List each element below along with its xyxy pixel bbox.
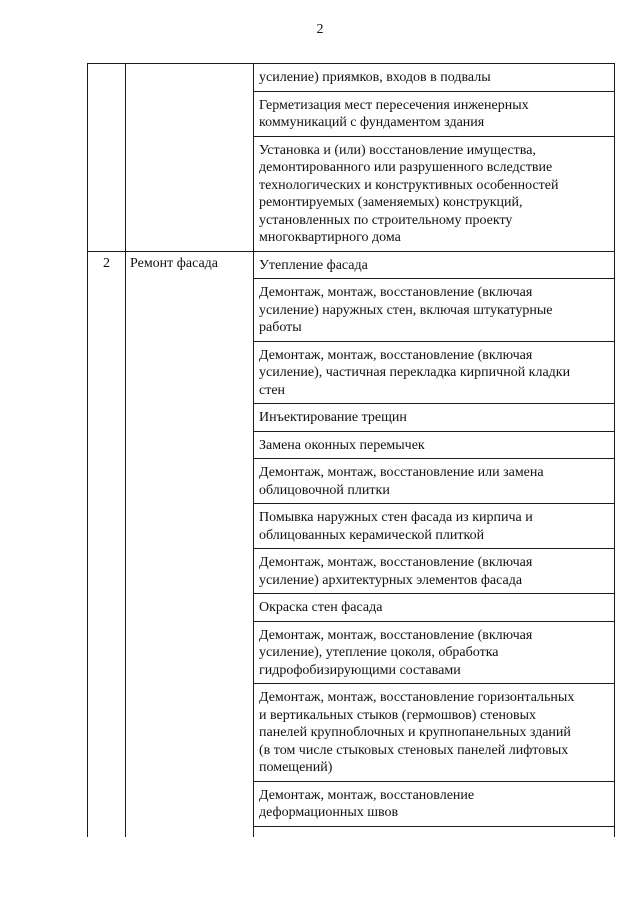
work-item-line: Демонтаж, монтаж, восстановление или замена bbox=[259, 465, 544, 480]
section-name-cell: Ремонт фасада bbox=[126, 251, 254, 837]
table-row bbox=[88, 64, 615, 92]
work-item-line: (в том числе стыковых стеновых панелей лифтовых bbox=[259, 742, 569, 758]
work-item-cell bbox=[254, 431, 615, 459]
work-item-line: коммуникаций с фундаментом здания bbox=[259, 115, 485, 130]
work-item-line: стен bbox=[259, 382, 286, 398]
work-item-text bbox=[259, 437, 608, 455]
section-number-cell: 2 bbox=[88, 251, 126, 837]
work-item-line: панелей крупноблочных и крупнопанельных зданий bbox=[259, 725, 571, 740]
work-item-line: Демонтаж, монтаж, восстановление (включая bbox=[259, 627, 533, 643]
work-item-line: Демонтаж, монтаж, восстановление (включая bbox=[259, 347, 533, 363]
work-item-line: технологических и конструктивных особенностей bbox=[259, 177, 559, 193]
work-item-text bbox=[259, 627, 608, 680]
work-item-text bbox=[259, 464, 608, 499]
work-item-cell bbox=[254, 781, 615, 826]
table-row bbox=[88, 251, 615, 279]
work-item-line: Окраска стен фасада bbox=[259, 600, 383, 615]
work-item-cell bbox=[254, 279, 615, 342]
work-item-cell bbox=[254, 594, 615, 622]
work-item-line: Демонтаж, монтаж, восстановление (включая bbox=[259, 555, 533, 570]
work-item-line: демонтированного или разрушенного вследствие bbox=[259, 160, 553, 175]
work-item-line: Инъектирование трещин bbox=[259, 410, 407, 425]
work-item-text bbox=[259, 69, 608, 87]
work-item-text bbox=[259, 409, 608, 427]
work-item-line: гидрофобизирующими составами bbox=[259, 662, 461, 678]
work-item-cell bbox=[254, 459, 615, 504]
work-item-cell bbox=[254, 621, 615, 684]
work-item-cell bbox=[254, 404, 615, 432]
work-item-text bbox=[259, 599, 608, 617]
work-item-line: установленных по строительному проекту bbox=[259, 212, 513, 228]
work-item-line: усиление) архитектурных элементов фасада bbox=[259, 572, 523, 588]
work-item-text bbox=[259, 97, 608, 132]
work-item-line: Помывка наружных стен фасада из кирпича и bbox=[259, 510, 533, 525]
work-item-line: Демонтаж, монтаж, восстановление bbox=[259, 787, 475, 803]
work-item-cell bbox=[254, 64, 615, 92]
work-item-line: помещений) bbox=[259, 760, 333, 775]
continued-name-cell bbox=[126, 64, 254, 252]
work-item-line: деформационных швов bbox=[259, 805, 399, 820]
work-item-line: облицованных керамической плиткой bbox=[259, 527, 485, 543]
works-table bbox=[87, 63, 615, 837]
work-item-text bbox=[259, 284, 608, 337]
works-table-body bbox=[88, 64, 615, 837]
continued-number-cell bbox=[88, 64, 126, 252]
work-item-line: Установка и (или) восстановление имущества, bbox=[259, 142, 536, 158]
work-item-line: Демонтаж, монтаж, восстановление горизонтальных bbox=[259, 690, 575, 705]
work-item-line: усиление) наружных стен, включая штукатурные bbox=[259, 302, 553, 318]
work-item-line: Утепление фасада bbox=[259, 257, 368, 273]
work-item-line: Герметизация мест пересечения инженерных bbox=[259, 97, 529, 113]
work-item-cell bbox=[254, 684, 615, 782]
work-item-line: усиление) приямков, входов в подвалы bbox=[259, 70, 491, 85]
continuation-cell bbox=[254, 826, 615, 837]
work-item-text bbox=[259, 257, 608, 275]
work-item-line: облицовочной плитки bbox=[259, 482, 390, 498]
page-number: 2 bbox=[316, 22, 324, 37]
work-item-line: Замена оконных перемычек bbox=[259, 437, 425, 453]
work-item-cell bbox=[254, 341, 615, 404]
work-item-text bbox=[259, 554, 608, 589]
work-item-text bbox=[259, 142, 608, 247]
work-item-text bbox=[259, 347, 608, 400]
work-item-line: усиление), утепление цоколя, обработка bbox=[259, 645, 499, 660]
work-item-line: ремонтируемых (заменяемых) конструкций, bbox=[259, 195, 523, 210]
work-item-text bbox=[259, 509, 608, 544]
work-item-cell bbox=[254, 91, 615, 136]
work-item-line: работы bbox=[259, 320, 302, 335]
work-item-text bbox=[259, 787, 608, 822]
work-item-line: и вертикальных стыков (гермошвов) стеновых bbox=[259, 707, 536, 723]
work-item-cell bbox=[254, 504, 615, 549]
work-item-line: многоквартирного дома bbox=[259, 230, 401, 245]
work-item-line: усиление), частичная перекладка кирпичной кладки bbox=[259, 365, 571, 380]
work-item-cell bbox=[254, 549, 615, 594]
work-item-text bbox=[259, 689, 608, 777]
work-item-line: Демонтаж, монтаж, восстановление (включая bbox=[259, 285, 533, 300]
work-item-cell bbox=[254, 136, 615, 251]
works-table-container bbox=[87, 63, 614, 837]
work-item-cell bbox=[254, 251, 615, 279]
